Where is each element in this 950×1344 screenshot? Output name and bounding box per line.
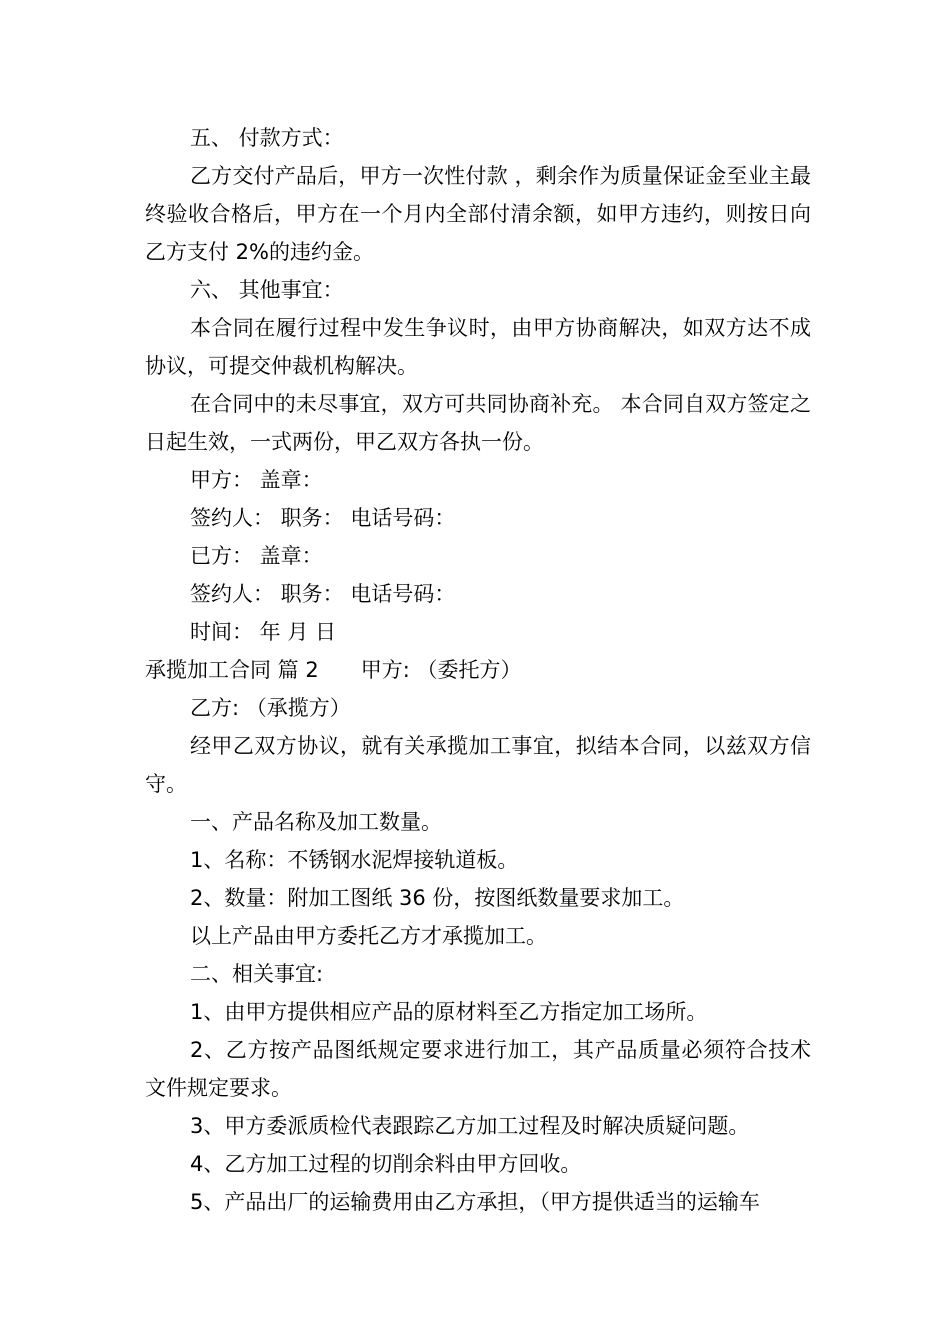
contract2-intro: 经甲乙双方协议，就有关承揽加工事宜，拟结本合同，以兹双方信守。	[145, 734, 811, 796]
c2-item-quantity: 2、数量：附加工图纸 36 份，按图纸数量要求加工。	[190, 886, 685, 910]
party-b-seal-line: 已方： 盖章：	[190, 544, 323, 568]
section6-body-1: 本合同在履行过程中发生争议时，由甲方协商解决，如双方达不成协议，可提交仲裁机构解决。	[145, 316, 811, 378]
c2-item-2-4: 4、乙方加工过程的切削余料由甲方回收。	[190, 1152, 582, 1176]
contract2-party-a: 甲方: （委托方）	[360, 658, 522, 682]
party-b-signer-line: 签约人： 职务： 电话号码：	[190, 582, 456, 606]
contract2-title: 承揽加工合同 篇 2	[145, 658, 319, 682]
contract2-title-line	[145, 651, 811, 689]
c2-item-note: 以上产品由甲方委托乙方才承揽加工。	[190, 924, 547, 948]
c2-item-product-name: 1、名称：不锈钢水泥焊接轨道板。	[190, 848, 519, 872]
contract2-party-b: 乙方: （承揽方）	[190, 696, 351, 720]
c2-item-2-2: 2、乙方按产品图纸规定要求进行加工，其产品质量必须符合技术文件规定要求。	[145, 1038, 811, 1100]
document-body	[145, 119, 811, 1221]
section5-body: 乙方交付产品后，甲方一次性付款 ，剩余作为质量保证金至业主最终验收合格后，甲方在一个月内全部付清余额，如甲方违约，则按日向乙方支付 2%的违约金。	[145, 164, 811, 264]
c2-section2-heading: 二、相关事宜:	[190, 962, 324, 986]
c2-item-2-5: 5、产品出厂的运输费用由乙方承担，（甲方提供适当的运输车	[190, 1190, 760, 1214]
c2-section1-heading: 一、产品名称及加工数量。	[190, 810, 442, 834]
party-a-signer-line: 签约人： 职务： 电话号码：	[190, 506, 456, 530]
section5-heading: 五、 付款方式：	[190, 126, 344, 150]
c2-item-2-1: 1、由甲方提供相应产品的原材料至乙方指定加工场所。	[190, 1000, 708, 1024]
date-line: 时间： 年 月 日	[190, 620, 337, 644]
section6-heading: 六、 其他事宜：	[190, 278, 344, 302]
party-a-seal-line: 甲方： 盖章：	[190, 468, 323, 492]
c2-item-2-3: 3、甲方委派质检代表跟踪乙方加工过程及时解决质疑问题。	[190, 1114, 750, 1138]
section6-body-2: 在合同中的未尽事宜，双方可共同协商补充。 本合同自双方签定之日起生效，一式两份，甲乙双方各执一份。	[145, 392, 811, 454]
